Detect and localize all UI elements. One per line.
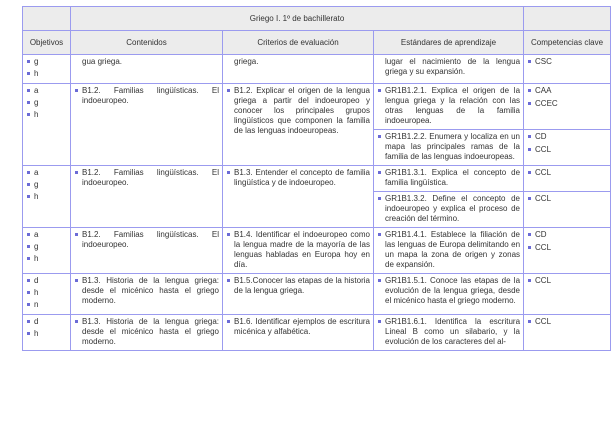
list-item <box>527 243 607 253</box>
cell-text: B1.4. Identificar el indoeuropeo como la lengua madre de la mayoría de las lenguas habladas en Europa hoy en día. <box>234 230 370 269</box>
list-item <box>527 132 607 142</box>
square-bullet-icon <box>378 135 381 138</box>
square-bullet-icon <box>75 89 78 92</box>
square-bullet-icon <box>528 246 531 249</box>
square-bullet-icon <box>528 102 531 105</box>
square-bullet-icon <box>528 320 531 323</box>
column-header-row <box>23 31 611 55</box>
list-item <box>377 132 520 162</box>
objetivos-cell <box>23 274 71 315</box>
list-item <box>527 168 607 178</box>
list-item <box>74 276 219 306</box>
cell-text: g <box>34 242 39 251</box>
criterios-cell <box>223 84 374 166</box>
criterios-cell <box>223 55 374 84</box>
cell-text: g <box>34 180 39 189</box>
cell-text: GR1B1.2.2. Enumera y localiza en un mapa las principales ramas de la familia de las lenguas indoeuropeas. <box>385 132 521 161</box>
cell-text: CSC <box>535 57 552 66</box>
estandar-cell <box>374 192 524 228</box>
list-item <box>226 86 370 136</box>
square-bullet-icon <box>27 332 30 335</box>
cell-text: h <box>34 254 39 263</box>
cell-text: B1.3. Entender el concepto de familia lingüística y de indoeuropeo. <box>234 168 370 187</box>
list-item <box>26 329 67 339</box>
cell-text: B1.6. Identificar ejemplos de escritura micénica y alfabética. <box>234 317 370 336</box>
square-bullet-icon <box>227 233 230 236</box>
table-row <box>23 228 611 274</box>
square-bullet-icon <box>378 279 381 282</box>
list-item <box>377 168 520 188</box>
square-bullet-icon <box>75 279 78 282</box>
list-item <box>74 168 219 188</box>
list-item <box>26 317 67 327</box>
estandar-cell <box>374 130 524 166</box>
cell-text: B1.2. Familias lingüísticas. El indoeuropeo. <box>82 230 219 249</box>
square-bullet-icon <box>528 60 531 63</box>
list-item <box>527 145 607 155</box>
list-item <box>26 57 67 67</box>
table-row <box>23 315 611 351</box>
list-item <box>527 276 607 286</box>
square-bullet-icon <box>378 171 381 174</box>
cell-text: gua griega. <box>82 57 123 66</box>
column-header-estandares: Estándares de aprendizaje <box>374 31 524 55</box>
list-item <box>226 317 370 337</box>
competencias-cell <box>524 315 611 351</box>
list-item <box>26 168 67 178</box>
contenidos-cell <box>71 166 223 228</box>
table-body <box>23 55 611 351</box>
cell-text: g <box>34 98 39 107</box>
list-item <box>74 57 219 67</box>
list-item <box>377 57 520 77</box>
list-item <box>74 86 219 106</box>
cell-text: h <box>34 192 39 201</box>
objetivos-cell <box>23 166 71 228</box>
list-item <box>377 86 520 126</box>
table-row <box>23 84 611 130</box>
curriculum-table <box>22 6 611 351</box>
square-bullet-icon <box>27 233 30 236</box>
square-bullet-icon <box>27 303 30 306</box>
list-item <box>226 276 370 296</box>
cell-text: CD <box>535 132 547 141</box>
competencias-cell <box>524 130 611 166</box>
table-row <box>23 274 611 315</box>
square-bullet-icon <box>27 195 30 198</box>
cell-text: GR1B1.3.2. Define el concepto de indoeuropeo y explica el proceso de creación del término. <box>385 194 521 223</box>
table-title: Griego I. 1º de bachillerato <box>71 7 524 31</box>
square-bullet-icon <box>27 291 30 294</box>
contenidos-cell <box>71 315 223 351</box>
header-empty-right <box>524 7 611 31</box>
list-item <box>527 230 607 240</box>
square-bullet-icon <box>528 148 531 151</box>
cell-text: h <box>34 329 39 338</box>
list-item <box>26 192 67 202</box>
competencias-cell <box>524 84 611 130</box>
square-bullet-icon <box>378 89 381 92</box>
list-item <box>377 276 520 306</box>
list-item <box>527 86 607 96</box>
cell-text: CCEC <box>535 99 558 108</box>
header-empty-left <box>23 7 71 31</box>
cell-text: griega. <box>234 57 259 66</box>
table-header <box>23 7 611 55</box>
list-item <box>377 230 520 270</box>
square-bullet-icon <box>378 233 381 236</box>
column-header-criterios: Criterios de evaluación <box>223 31 374 55</box>
competencias-cell <box>524 274 611 315</box>
column-header-competencias: Competencias clave <box>524 31 611 55</box>
cell-text: B1.5.Conocer las etapas de la historia de la lengua griega. <box>234 276 370 295</box>
square-bullet-icon <box>27 183 30 186</box>
criterios-cell <box>223 228 374 274</box>
list-item <box>226 230 370 270</box>
cell-text: CCL <box>535 276 552 285</box>
list-item <box>527 194 607 204</box>
cell-text: n <box>34 300 39 309</box>
list-item <box>26 86 67 96</box>
estandar-cell <box>374 55 524 84</box>
square-bullet-icon <box>75 320 78 323</box>
cell-text: GR1B1.6.1. Identifica la escritura Lineal B como un silabario, y la evolución de los caracteres del al- <box>385 317 521 346</box>
list-item <box>26 98 67 108</box>
cell-text: CCL <box>535 194 552 203</box>
competencias-cell <box>524 55 611 84</box>
contenidos-cell <box>71 55 223 84</box>
square-bullet-icon <box>27 89 30 92</box>
column-header-objetivos: Objetivos <box>23 31 71 55</box>
list-item <box>26 300 67 310</box>
table-row <box>23 166 611 192</box>
square-bullet-icon <box>227 279 230 282</box>
square-bullet-icon <box>27 113 30 116</box>
cell-text: CCL <box>535 243 552 252</box>
competencias-cell <box>524 228 611 274</box>
list-item <box>26 69 67 79</box>
square-bullet-icon <box>27 257 30 260</box>
square-bullet-icon <box>27 279 30 282</box>
cell-text: CAA <box>535 86 552 95</box>
cell-text: CCL <box>535 317 552 326</box>
criterios-cell <box>223 166 374 228</box>
list-item <box>74 230 219 250</box>
objetivos-cell <box>23 55 71 84</box>
square-bullet-icon <box>27 72 30 75</box>
list-item <box>74 317 219 347</box>
cell-text: B1.2. Familias lingüísticas. El indoeuropeo. <box>82 168 219 187</box>
square-bullet-icon <box>528 89 531 92</box>
square-bullet-icon <box>528 171 531 174</box>
list-item <box>26 230 67 240</box>
list-item <box>377 317 520 347</box>
square-bullet-icon <box>227 320 230 323</box>
square-bullet-icon <box>227 171 230 174</box>
cell-text: GR1B1.4.1. Establece la filiación de las lenguas de Europa delimitando en un mapa la zona de origen y zonas de expansión. <box>385 230 521 269</box>
cell-text: CCL <box>535 168 552 177</box>
cell-text: lugar el nacimiento de la lengua griega y su expansión. <box>385 57 521 76</box>
square-bullet-icon <box>528 279 531 282</box>
criterios-cell <box>223 274 374 315</box>
cell-text: a <box>34 230 39 239</box>
list-item <box>226 168 370 188</box>
list-item <box>26 242 67 252</box>
cell-text: h <box>34 69 39 78</box>
square-bullet-icon <box>27 60 30 63</box>
cell-text: a <box>34 168 39 177</box>
square-bullet-icon <box>27 171 30 174</box>
competencias-cell <box>524 166 611 192</box>
cell-text: d <box>34 317 39 326</box>
square-bullet-icon <box>378 197 381 200</box>
estandar-cell <box>374 274 524 315</box>
square-bullet-icon <box>27 101 30 104</box>
cell-text: B1.2. Explicar el origen de la lengua griega a partir del indoeuropeo y conocer los principales grupos lingüísticos que componen la familia de las lenguas indoeuropeas. <box>234 86 370 135</box>
square-bullet-icon <box>27 245 30 248</box>
list-item <box>377 194 520 224</box>
list-item <box>527 317 607 327</box>
title-row <box>23 7 611 31</box>
contenidos-cell <box>71 84 223 166</box>
cell-text: B1.2. Familias lingüísticas. El indoeuropeo. <box>82 86 219 105</box>
criterios-cell <box>223 315 374 351</box>
column-header-contenidos: Contenidos <box>71 31 223 55</box>
cell-text: g <box>34 57 39 66</box>
estandar-cell <box>374 84 524 130</box>
cell-text: h <box>34 110 39 119</box>
square-bullet-icon <box>528 233 531 236</box>
square-bullet-icon <box>528 197 531 200</box>
cell-text: d <box>34 276 39 285</box>
list-item <box>26 276 67 286</box>
estandar-cell <box>374 315 524 351</box>
list-item <box>26 180 67 190</box>
cell-text: B1.3. Historia de la lengua griega: desde el micénico hasta el griego moderno. <box>82 317 219 346</box>
objetivos-cell <box>23 315 71 351</box>
list-item <box>226 57 370 67</box>
square-bullet-icon <box>27 320 30 323</box>
list-item <box>527 99 607 109</box>
estandar-cell <box>374 228 524 274</box>
square-bullet-icon <box>75 171 78 174</box>
list-item <box>26 288 67 298</box>
cell-text: CD <box>535 230 547 239</box>
square-bullet-icon <box>227 89 230 92</box>
cell-text: GR1B1.3.1. Explica el concepto de familia lingüística. <box>385 168 521 187</box>
list-item <box>26 110 67 120</box>
list-item <box>26 254 67 264</box>
square-bullet-icon <box>528 135 531 138</box>
competencias-cell <box>524 192 611 228</box>
cell-text: GR1B1.2.1. Explica el origen de la lengua griega y la relación con las otras lenguas de la familia indoeuropea. <box>385 86 521 125</box>
estandar-cell <box>374 166 524 192</box>
cell-text: B1.3. Historia de la lengua griega: desde el micénico hasta el griego moderno. <box>82 276 219 305</box>
contenidos-cell <box>71 228 223 274</box>
table-row <box>23 55 611 84</box>
square-bullet-icon <box>378 320 381 323</box>
objetivos-cell <box>23 228 71 274</box>
list-item <box>527 57 607 67</box>
contenidos-cell <box>71 274 223 315</box>
square-bullet-icon <box>75 233 78 236</box>
cell-text: GR1B1.5.1. Conoce las etapas de la evolución de la lengua griega, desde el micénico hasta el griego moderno. <box>385 276 521 305</box>
cell-text: CCL <box>535 145 552 154</box>
objetivos-cell <box>23 84 71 166</box>
cell-text: a <box>34 86 39 95</box>
cell-text: h <box>34 288 39 297</box>
